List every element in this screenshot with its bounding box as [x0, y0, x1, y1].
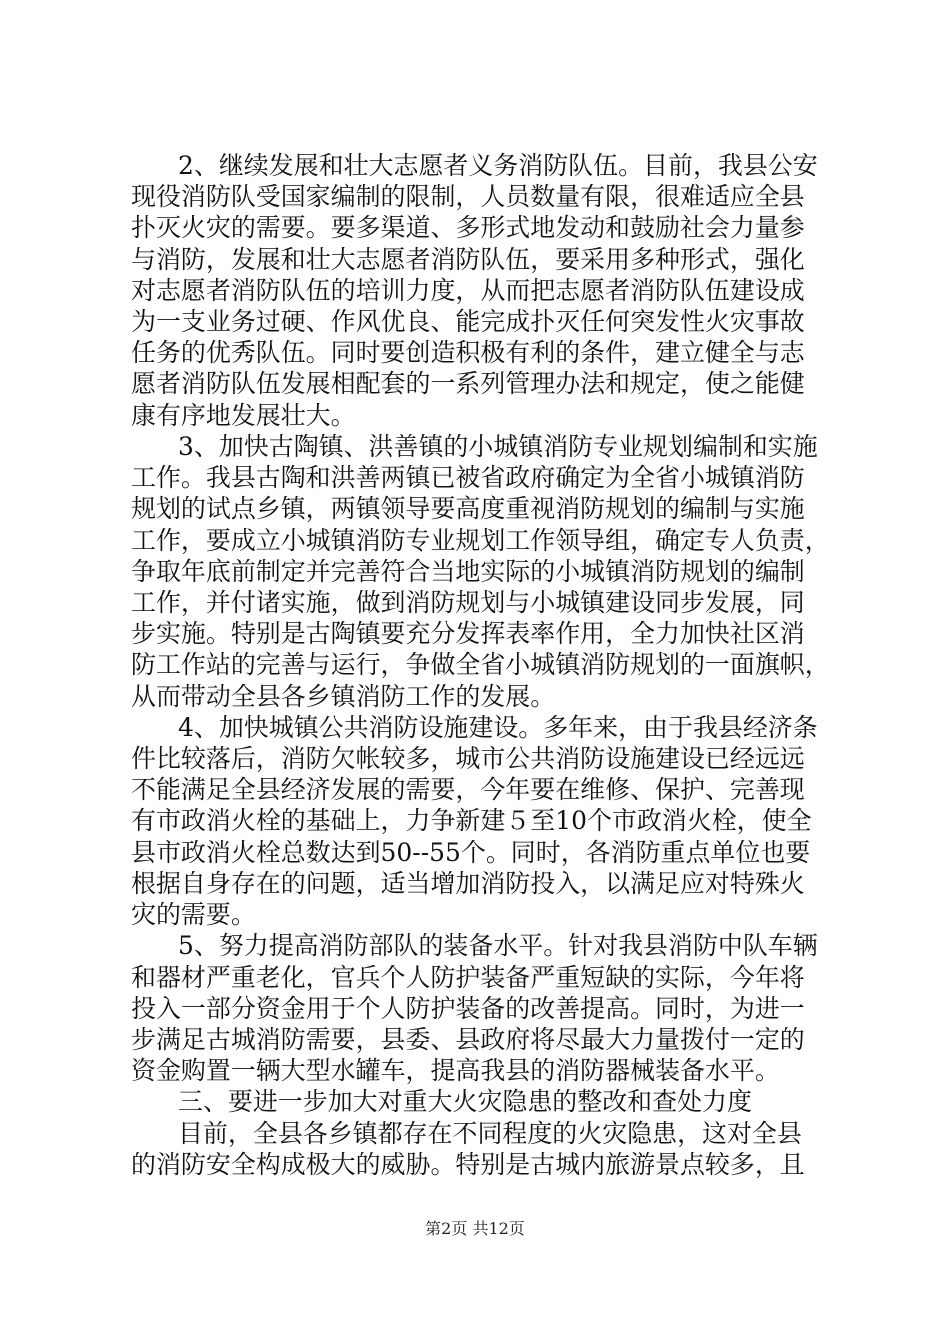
text-line: 工作。我县古陶和洪善两镇已被省政府确定为全省小城镇消防 [131, 463, 805, 493]
text-line: 的消防安全构成极大的威胁。特别是古城内旅游景点较多，且 [131, 1149, 805, 1179]
text-line: 3、加快古陶镇、洪善镇的小城镇消防专业规划编制和实施 [178, 431, 818, 461]
text-line: 县市政消火栓总数达到50--55个。同时，各消防重点单位也要 [131, 837, 811, 867]
text-line: 件比较落后，消防欠帐较多，城市公共消防设施建设已经远远 [131, 744, 805, 774]
text-line: 根据自身存在的问题，适当增加消防投入，以满足应对特殊火 [131, 868, 805, 898]
text-line: 灾的需要。 [131, 900, 256, 930]
text-line: 5、努力提高消防部队的装备水平。针对我县消防中队车辆 [178, 931, 818, 961]
text-line: 不能满足全县经济发展的需要，今年要在维修、保护、完善现 [131, 775, 805, 805]
section-heading: 三、要进一步加大对重大火灾隐患的整改和查处力度 [178, 1087, 752, 1117]
text-line: 和器材严重老化，官兵个人防护装备严重短缺的实际，今年将 [131, 962, 805, 992]
text-line: 扑灭火灾的需要。要多渠道、多形式地发动和鼓励社会力量参 [131, 213, 805, 243]
text-line: 防工作站的完善与运行，争做全省小城镇消防规划的一面旗帜， [131, 650, 830, 680]
text-line: 规划的试点乡镇，两镇领导要高度重视消防规划的编制与实施 [131, 494, 805, 524]
text-line: 步实施。特别是古陶镇要充分发挥表率作用，全力加快社区消 [131, 619, 805, 649]
text-line: 现役消防队受国家编制的限制，人员数量有限，很难适应全县 [131, 182, 805, 212]
text-line: 工作，并付诸实施，做到消防规划与小城镇建设同步发展，同 [131, 587, 805, 617]
text-line: 投入一部分资金用于个人防护装备的改善提高。同时，为进一 [131, 993, 805, 1023]
text-line: 与消防，发展和壮大志愿者消防队伍，要采用多种形式，强化 [131, 244, 805, 274]
text-line: 2、继续发展和壮大志愿者义务消防队伍。目前，我县公安 [178, 151, 818, 180]
text-line: 4、加快城镇公共消防设施建设。多年来，由于我县经济条 [178, 712, 818, 742]
text-line: 为一支业务过硬、作风优良、能完成扑灭任何突发性火灾事故 [131, 307, 805, 337]
text-line: 工作，要成立小城镇消防专业规划工作领导组，确定专人负责， [131, 525, 830, 555]
text-line: 任务的优秀队伍。同时要创造积极有利的条件，建立健全与志 [131, 338, 805, 368]
text-line: 愿者消防队伍发展相配套的一系列管理办法和规定，使之能健 [131, 369, 805, 399]
text-line: 从而带动全县各乡镇消防工作的发展。 [131, 681, 556, 711]
text-line: 争取年底前制定并完善符合当地实际的小城镇消防规划的编制 [131, 556, 805, 586]
page-footer: 第2页 共12页 [425, 1219, 525, 1238]
text-line: 步满足古城消防需要，县委、县政府将尽最大力量拨付一定的 [131, 1024, 805, 1054]
text-line: 目前，全县各乡镇都存在不同程度的火灾隐患，这对全县 [178, 1118, 802, 1148]
text-line: 资金购置一辆大型水罐车，提高我县的消防器械装备水平。 [131, 1056, 780, 1086]
text-line: 康有序地发展壮大。 [131, 400, 356, 430]
text-line: 对志愿者消防队伍的培训力度，从而把志愿者消防队伍建设成 [131, 275, 805, 305]
text-line: 有市政消火栓的基础上，力争新建５至10个市政消火栓，使全 [131, 806, 812, 836]
